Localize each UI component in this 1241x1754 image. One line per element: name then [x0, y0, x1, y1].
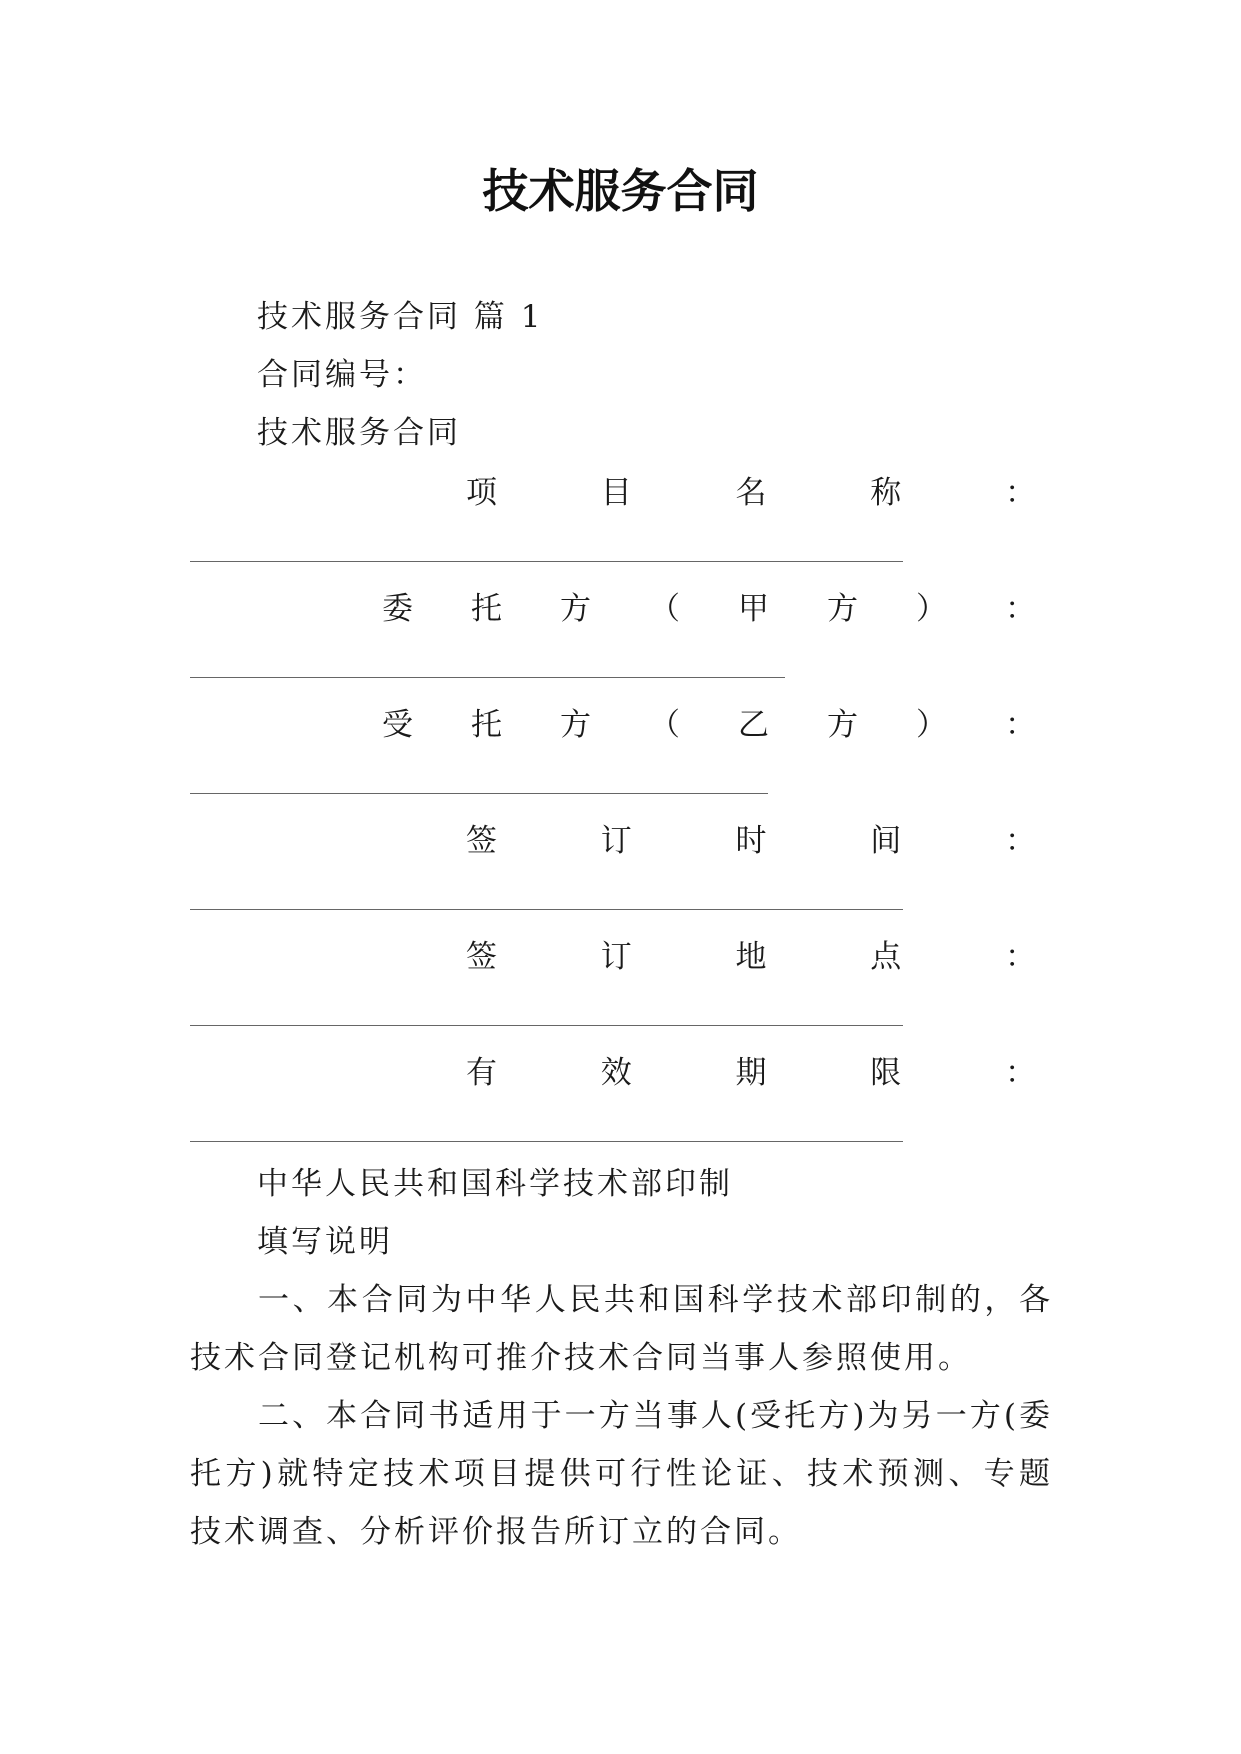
- sign-place-blank-line: [190, 1025, 903, 1026]
- instruction-paragraph-2: 二、本合同书适用于一方当事人(受托方)为另一方(委托方)就特定技术项目提供可行性论证、技术预测、专题技术调查、分析评价报告所订立的合同。: [190, 1398, 1053, 1550]
- field-project-name-label: 项 目 名 称 ：: [466, 475, 1036, 511]
- field-valid-period-label: 有 效 期 限 ：: [466, 1055, 1036, 1091]
- field-client-label: 委 托 方 （ 甲 方 ） ：: [382, 591, 1036, 627]
- document-title: 技术服务合同: [482, 164, 759, 218]
- publisher-line: 中华人民共和国科学技术部印制: [257, 1166, 733, 1202]
- sign-time-blank-line: [190, 909, 903, 910]
- valid-period-blank-line: [190, 1141, 903, 1142]
- field-contractor-label: 受 托 方 （ 乙 方 ） ：: [382, 707, 1036, 743]
- instructions-title: 填写说明: [257, 1224, 393, 1260]
- section-heading: 技术服务合同 篇 1: [257, 299, 544, 335]
- project-name-blank-line: [190, 561, 903, 562]
- field-sign-time-label: 签 订 时 间 ：: [466, 823, 1036, 859]
- instruction-paragraph-1: 一、本合同为中华人民共和国科学技术部印制的，各技术合同登记机构可推介技术合同当事人参照使用。: [190, 1282, 1053, 1376]
- form-title: 技术服务合同: [257, 415, 461, 451]
- contractor-blank-line: [190, 793, 768, 794]
- client-blank-line: [190, 677, 785, 678]
- contract-number-label: 合同编号：: [257, 357, 427, 393]
- field-sign-place-label: 签 订 地 点 ：: [466, 939, 1036, 975]
